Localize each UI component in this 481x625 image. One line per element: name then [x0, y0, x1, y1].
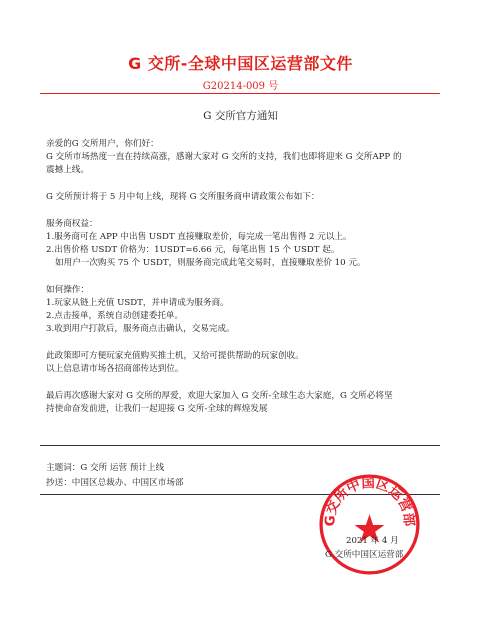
seal-text: G交所中国区运营部 [323, 476, 416, 527]
policy-line-1: 此政策即可方便玩家充值购买推土机，又给可提供帮助的玩家创收。 [46, 351, 304, 361]
footer-top-rule [40, 445, 440, 446]
closing-line-2: 持使命奋发前进，让我们一起迎接 G 交所-全球的辉煌发展 [46, 404, 268, 414]
document-body [46, 138, 446, 416]
intro-line-1: G 交所市场热度一直在持续高涨，感谢大家对 G 交所的支持，我们也即将迎来 G 交所APP 的 [46, 152, 402, 162]
howto-heading: 如何操作： [46, 285, 89, 295]
step-1: 1.玩家从链上充值 USDT，并申请成为服务商。 [46, 298, 229, 308]
topic-words: 主题词：G 交所 运营 预计上线 [46, 463, 165, 473]
greeting: 亲爱的G 交所用户，你们好： [46, 139, 159, 149]
header-red-rule [40, 93, 440, 94]
step-2: 2.点击接单，系统自动创建委托单。 [46, 311, 184, 321]
benefit-1: 1.服务商可在 APP 中出售 USDT 直接赚取差价，每完成一笔出售得 2 元以上。 [46, 232, 352, 242]
step-3: 3.收到用户打款后，服务商点击确认，交易完成。 [46, 324, 235, 334]
signature-org: G 交所中国区运营部 [325, 550, 404, 560]
benefit-2: 2.出售价格 USDT 价格为：1USDT=6.66 元，每笔出售 15 个 USDT 起。 [46, 245, 340, 255]
official-seal-icon [318, 473, 421, 576]
notice-title: G 交所官方通知 [203, 110, 278, 122]
document-number: G20214-009 号 [202, 81, 279, 92]
intro-line-2: 震撼上线。 [46, 165, 89, 175]
launch-plan: G 交所预计将于 5 月中旬上线，现将 G 交所服务商申请政策公布如下： [46, 192, 320, 202]
benefit-2-example: 如用户一次购买 75 个 USDT，则服务商完成此笔交易时，直接赚取差价 10 元。 [55, 258, 366, 268]
signature-date: 2021 年 4 月 [346, 536, 399, 546]
closing-line-1: 最后再次感谢大家对 G 交所的厚爱，欢迎大家加入 G 交所-全球生态大家庭，G 交所必将坚 [46, 391, 393, 401]
cc-line: 抄送：中国区总裁办、中国区市场部 [46, 478, 184, 488]
document-header-title: G 交所-全球中国区运营部文件 [128, 54, 353, 73]
policy-line-2: 以上信息请市场各招商部传达到位。 [46, 364, 184, 374]
benefits-heading: 服务商权益： [46, 219, 98, 229]
